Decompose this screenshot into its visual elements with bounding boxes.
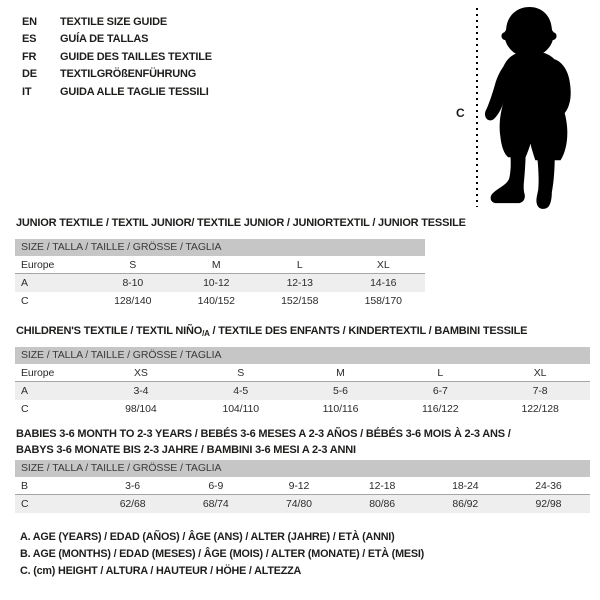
value-cell: 104/110 [222, 403, 259, 415]
value-cell: 110/116 [322, 403, 359, 415]
language-title: TEXTILE SIZE GUIDE [60, 15, 168, 28]
children-size-table [15, 347, 590, 418]
table-row-height [15, 495, 590, 513]
value-cell: 80/86 [369, 498, 395, 510]
value-cell: 12-13 [286, 277, 313, 289]
size-cell: M [211, 258, 221, 271]
language-row-fr [22, 48, 212, 66]
value-cell: 8-10 [122, 277, 144, 289]
value-cell: 12-18 [368, 479, 396, 492]
note-a: A. AGE (YEARS) / EDAD (AÑOS) / ÂGE (ANS) / ALTER (JAHRE) / ETÀ (ANNI) [20, 531, 395, 543]
language-row-it [22, 83, 212, 101]
value-cell: 98/104 [125, 403, 157, 415]
language-row-de [22, 66, 212, 84]
size-cell: L [296, 258, 303, 271]
value-cell: 152/158 [281, 295, 319, 307]
table-row-age-months [15, 477, 590, 495]
language-title: GUIDA ALLE TAGLIE TESSILI [60, 85, 209, 98]
row-label: A [21, 277, 28, 289]
junior-section-title: JUNIOR TEXTILE / TEXTIL JUNIOR/ TEXTILE JUNIOR / JUNIORTEXTIL / JUNIOR TESSILE [16, 217, 466, 229]
language-row-en [22, 13, 212, 31]
language-code: IT [22, 85, 32, 98]
size-cell: XS [133, 366, 148, 379]
value-cell: 92/98 [535, 498, 562, 510]
size-header-bar: SIZE / TALLA / TAILLE / GRÖSSE / TAGLIA [15, 347, 590, 364]
size-cell: XL [376, 258, 390, 271]
value-cell: 122/128 [521, 403, 559, 415]
language-code: ES [22, 33, 37, 46]
language-code: DE [22, 68, 37, 81]
value-cell: 128/140 [114, 295, 152, 307]
value-cell: 3-4 [133, 385, 149, 397]
babies-title-line1: BABIES 3-6 MONTH TO 2-3 YEARS / BEBÉS 3-6 MESES A 2-3 AÑOS / BÉBÉS 3-6 MOIS À 2-3 ANS / [16, 428, 511, 440]
value-cell: 7-8 [532, 385, 548, 397]
size-cell: S [129, 258, 137, 271]
value-cell: 74/80 [286, 498, 312, 510]
value-cell: 62/68 [119, 498, 146, 510]
row-label: B [21, 479, 28, 492]
language-title-list [22, 13, 212, 101]
size-header-bar: SIZE / TALLA / TAILLE / GRÖSSE / TAGLIA [15, 460, 590, 477]
table-row-europe [15, 364, 590, 382]
value-cell: 140/152 [197, 295, 235, 307]
language-code: FR [22, 50, 37, 63]
height-measure-dotted-line [476, 8, 478, 207]
value-cell: 68/74 [202, 498, 229, 510]
value-cell: 10-12 [203, 277, 230, 289]
size-cell: L [437, 366, 444, 379]
size-cell: XL [533, 366, 547, 379]
toddler-silhouette-icon [481, 5, 578, 210]
babies-section-title [16, 426, 511, 458]
row-label: Europe [21, 258, 55, 271]
language-code: EN [22, 15, 37, 28]
note-c: C. (cm) HEIGHT / ALTURA / HAUTEUR / HÖHE / ALTEZZA [20, 565, 302, 577]
height-measure-label: C [456, 106, 465, 120]
value-cell: 5-6 [333, 385, 348, 397]
row-label: A [21, 385, 28, 397]
table-row-europe [15, 256, 425, 274]
value-cell: 24-36 [535, 479, 562, 492]
language-title: GUIDE DES TAILLES TEXTILE [60, 50, 212, 63]
children-title-main: CHILDREN'S TEXTILE / TEXTIL NIÑO [16, 325, 203, 337]
table-row-height [15, 292, 425, 310]
note-b: B. AGE (MONTHS) / EDAD (MESES) / ÂGE (MOIS) / ALTER (MONATE) / ETÀ (MESI) [20, 548, 425, 560]
value-cell: 9-12 [288, 479, 310, 492]
size-cell: S [237, 366, 245, 379]
legend-notes [20, 529, 424, 580]
value-cell: 3-6 [125, 479, 141, 492]
row-label: Europe [21, 366, 55, 379]
junior-size-table [15, 239, 425, 310]
value-cell: 6-7 [432, 385, 448, 397]
size-header-bar: SIZE / TALLA / TAILLE / GRÖSSE / TAGLIA [15, 239, 425, 256]
language-title: TEXTILGRÖßENFÜHRUNG [60, 68, 197, 81]
babies-size-table [15, 460, 590, 513]
value-cell: 158/170 [364, 295, 402, 307]
children-title-rest: / TEXTILE DES ENFANTS / KINDERTEXTIL / BAMBINI TESSILE [209, 325, 528, 337]
value-cell: 86/92 [452, 498, 479, 510]
babies-title-line2: BABYS 3-6 MONATE BIS 2-3 JAHRE / BAMBINI 3-6 MESI A 2-3 ANNI [16, 444, 356, 456]
value-cell: 116/122 [422, 403, 459, 415]
language-row-es [22, 31, 212, 49]
table-row-age [15, 382, 590, 400]
language-title: GUÍA DE TALLAS [60, 33, 149, 46]
value-cell: 18-24 [452, 479, 479, 492]
table-row-age [15, 274, 425, 292]
size-cell: M [336, 366, 345, 379]
value-cell: 4-5 [233, 385, 249, 397]
row-label: C [21, 295, 29, 307]
table-row-height [15, 400, 590, 418]
value-cell: 6-9 [208, 479, 224, 492]
children-section-title [16, 323, 527, 342]
row-label: C [21, 403, 29, 415]
children-title-subscript: /A [202, 329, 210, 338]
row-label: C [21, 498, 29, 510]
value-cell: 14-16 [370, 277, 397, 289]
